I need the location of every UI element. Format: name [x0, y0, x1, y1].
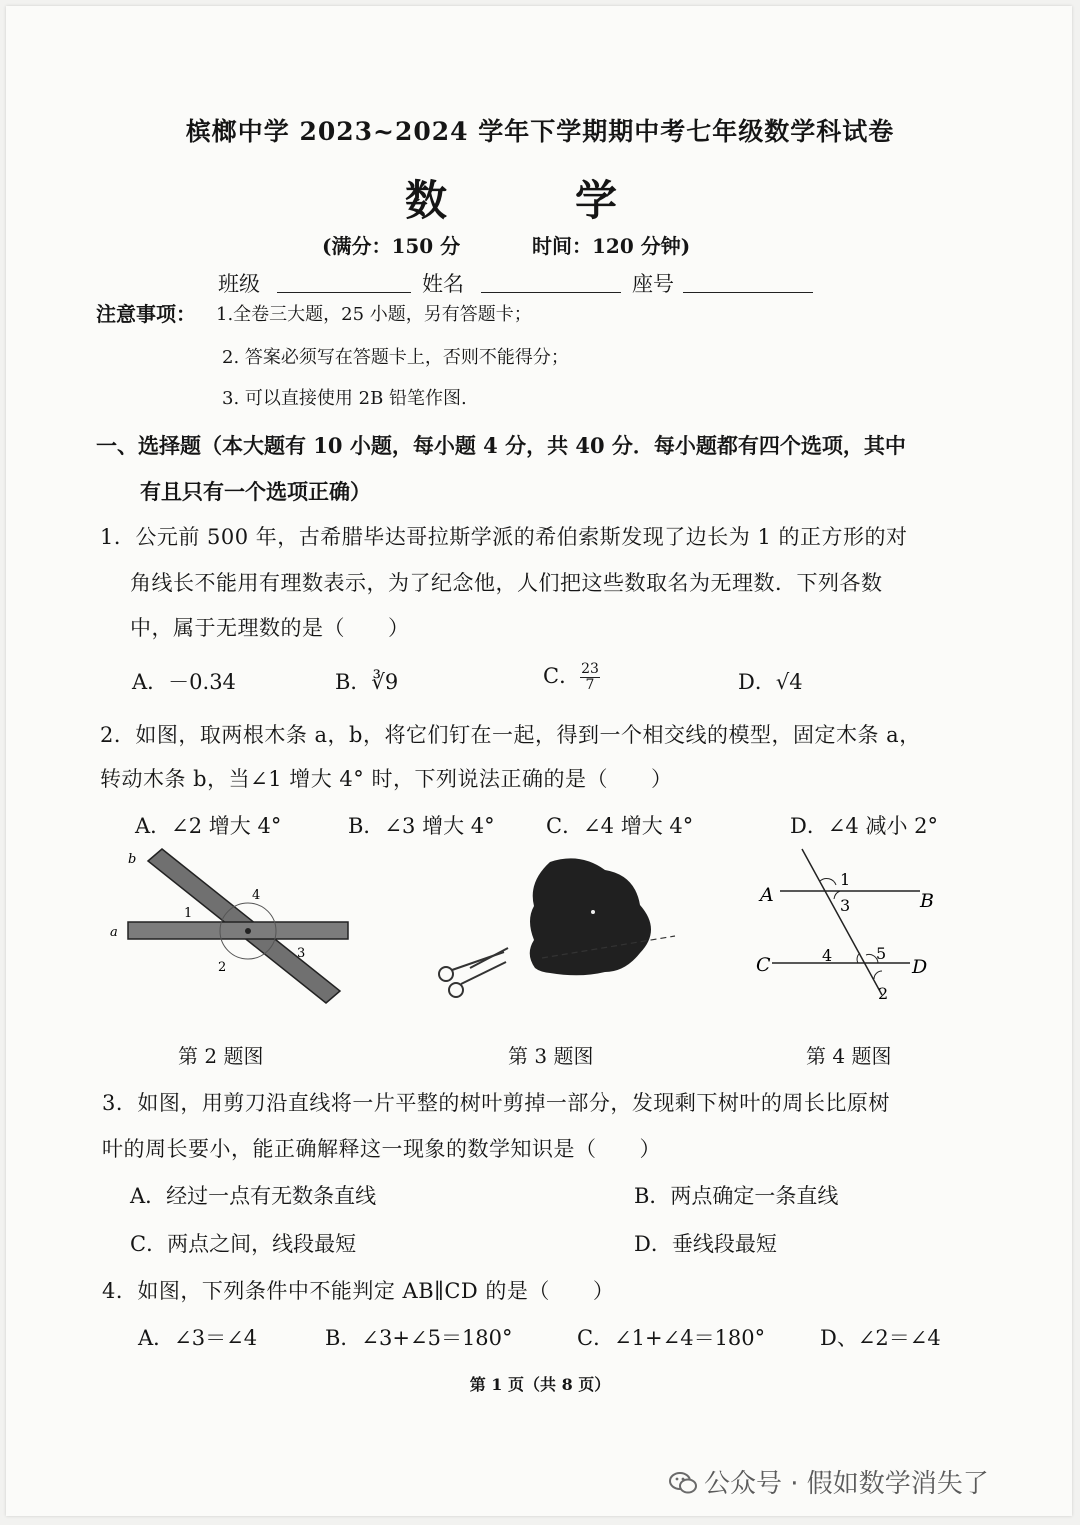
label-angle-2: 2 [878, 984, 889, 1003]
seat-blank [683, 272, 813, 293]
label-b: b [128, 852, 137, 867]
leaf-center-dot [591, 910, 595, 914]
q2-option-b: B．∠3 增大 4° [348, 814, 495, 838]
notes-label: 注意事项： [96, 302, 196, 326]
watermark-text: 公众号 · 假如数学消失了 [704, 1469, 989, 1499]
label-angle-2: 2 [218, 960, 227, 975]
wechat-icon [668, 1471, 698, 1495]
section1-heading-line2: 有且只有一个选项正确） [140, 479, 371, 504]
note-3: 3. 可以直接使用 2B 铅笔作图. [222, 388, 467, 409]
section1-heading-line1: 一、选择题（本大题有 10 小题，每小题 4 分，共 40 分．每小题都有四个选项，其中 [96, 433, 906, 458]
label-angle-3: 3 [297, 946, 306, 961]
figure-3-caption: 第 3 题图 [508, 1044, 594, 1068]
q1-option-c-fraction [580, 662, 600, 693]
scissors-icon [439, 948, 508, 997]
fraction-denominator: 7 [585, 677, 595, 693]
arc-angle-1 [820, 878, 836, 885]
q1-option-b: B．∛9 [335, 670, 399, 694]
q1-option-c-label: C． [543, 664, 581, 688]
nail-point [245, 928, 251, 934]
name-field [422, 268, 621, 298]
q4-line1: 4．如图，下列条件中不能判定 AB∥CD 的是（ ） [102, 1279, 615, 1303]
label-angle-5: 5 [876, 944, 887, 963]
label-D: D [912, 956, 928, 978]
arc-angle-2 [874, 971, 882, 979]
stick-a [128, 922, 348, 939]
seat-field [632, 268, 813, 298]
name-label: 姓名 [422, 272, 464, 296]
label-angle-4: 4 [252, 888, 261, 903]
full-score: (满分：150 分 [322, 234, 461, 258]
leaf-shape [530, 858, 651, 975]
q2-option-d: D．∠4 减小 2° [790, 814, 939, 838]
note-1: 1.全卷三大题，25 小题，另有答题卡； [216, 304, 532, 325]
label-B: B [920, 890, 934, 912]
exam-title: 槟榔中学 2023~2024 学年下学期期中考七年级数学科试卷 [185, 117, 895, 146]
class-blank [277, 272, 411, 293]
figure-2-crossing-sticks [100, 845, 370, 1015]
figure-4-caption: 第 4 题图 [806, 1044, 892, 1068]
label-A: A [760, 884, 774, 906]
q3-line2: 叶的周长要小，能正确解释这一现象的数学知识是（ ） [102, 1137, 661, 1161]
note-2: 2. 答案必须写在答题卡上，否则不能得分； [222, 347, 569, 368]
q3-option-b: B．两点确定一条直线 [634, 1184, 839, 1208]
page-number: 第 1 页（共 8 页） [469, 1375, 611, 1394]
q4-option-c: C．∠1+∠4＝180° [577, 1326, 766, 1350]
q1-line3: 中，属于无理数的是（ ） [130, 616, 410, 640]
q4-option-b: B．∠3+∠5＝180° [325, 1326, 513, 1350]
q3-option-c: C．两点之间，线段最短 [130, 1232, 357, 1256]
q2-option-c: C．∠4 增大 4° [546, 814, 694, 838]
q3-option-a: A．经过一点有无数条直线 [130, 1184, 377, 1208]
watermark [668, 1463, 989, 1500]
q4-option-a: A．∠3＝∠4 [138, 1326, 258, 1350]
q3-option-d: D．垂线段最短 [634, 1232, 777, 1256]
figure-2-caption: 第 2 题图 [178, 1044, 264, 1068]
q1-option-c [543, 660, 600, 693]
q2-line1: 2．如图，取两根木条 a，b，将它们钉在一起，得到一个相交线的模型，固定木条 a， [100, 723, 921, 747]
figure-3-leaf-cut [430, 850, 690, 1010]
q2-option-a: A．∠2 增大 4° [135, 814, 282, 838]
label-angle-4: 4 [822, 946, 833, 965]
q3-line1: 3．如图，用剪刀沿直线将一片平整的树叶剪掉一部分，发现剩下树叶的周长比原树 [102, 1091, 890, 1115]
q1-line1: 1．公元前 500 年，古希腊毕达哥拉斯学派的希伯索斯发现了边长为 1 的正方形的对 [100, 525, 908, 549]
fraction-numerator: 23 [581, 661, 599, 677]
label-a: a [110, 925, 118, 940]
q2-line2: 转动木条 b，当∠1 增大 4° 时，下列说法正确的是（ ） [100, 767, 673, 791]
q1-option-d: D．√4 [738, 670, 803, 694]
q1-option-a: A．－0.34 [132, 670, 236, 694]
figure-4-parallel-lines [750, 845, 950, 1005]
subject-char-2: 学 [575, 176, 618, 225]
seat-label: 座号 [632, 272, 674, 296]
class-field [218, 268, 411, 298]
q4-option-d: D、∠2＝∠4 [820, 1326, 941, 1350]
exam-time: 时间：120 分钟) [532, 234, 691, 258]
label-angle-3: 3 [840, 896, 851, 915]
q1-line2: 角线长不能用有理数表示，为了纪念他，人们把这些数取名为无理数．下列各数 [130, 571, 883, 595]
label-C: C [756, 954, 771, 976]
class-label: 班级 [218, 272, 260, 296]
label-angle-1: 1 [840, 870, 851, 889]
name-blank [481, 272, 621, 293]
label-angle-1: 1 [184, 906, 193, 921]
subject-char-1: 数 [405, 176, 448, 225]
